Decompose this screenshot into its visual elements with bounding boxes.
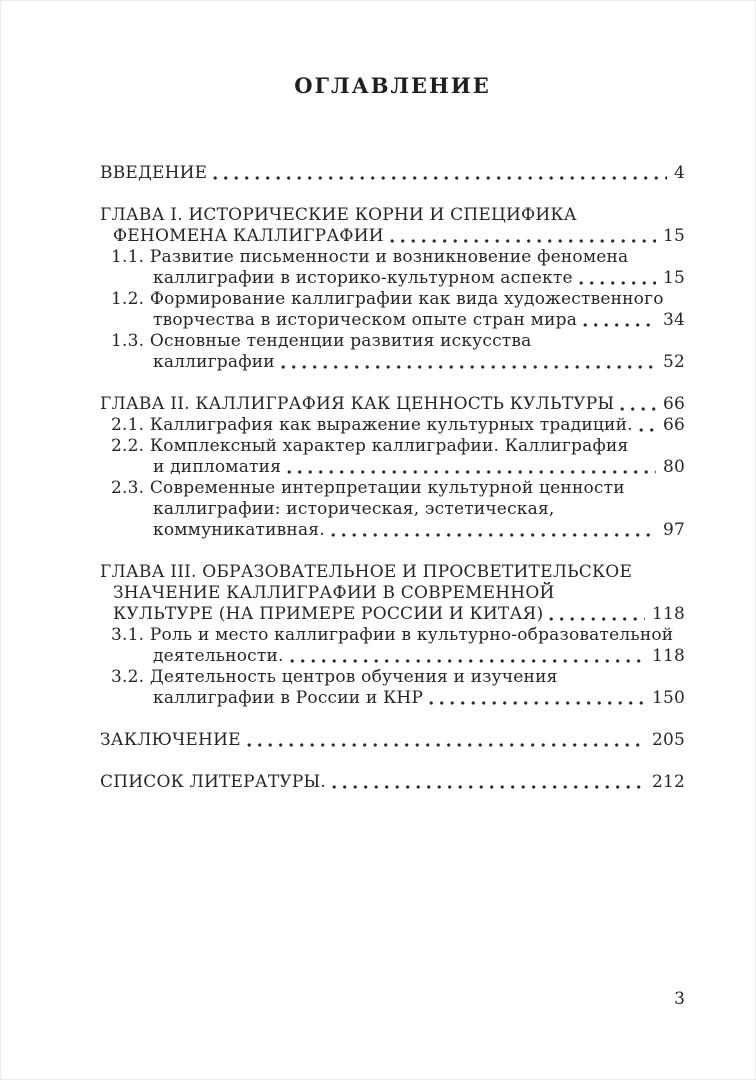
- dot-leader: [247, 730, 645, 751]
- dot-leader: [583, 310, 656, 331]
- toc-entry-text: ГЛАВА III. ОБРАЗОВАТЕЛЬНОЕ И ПРОСВЕТИТЕЛЬСКОЕ: [100, 562, 633, 582]
- dot-leader: [287, 457, 656, 478]
- toc-entry-text: творчества в историческом опыте стран мира: [153, 310, 578, 330]
- dot-leader: [290, 646, 645, 667]
- toc-page-number: 4: [673, 163, 685, 183]
- toc-entry: [100, 205, 685, 247]
- toc-entry-text: каллиграфии: историческая, эстетическая,: [153, 499, 555, 519]
- toc-page-number: 212: [651, 772, 685, 792]
- toc-page-number: 66: [662, 415, 685, 435]
- dot-leader: [579, 268, 656, 289]
- toc-page-number: 80: [662, 457, 685, 477]
- page-number: 3: [674, 989, 685, 1009]
- toc-entry-text: каллиграфии: [153, 352, 275, 372]
- toc-entry: [100, 436, 685, 478]
- toc-page-number: 118: [651, 604, 685, 624]
- toc-line: [100, 646, 685, 667]
- toc-entry-text: 3.2. Деятельность центров обучения и изучения: [111, 667, 558, 687]
- toc-page-number: 66: [662, 394, 685, 414]
- toc-entry: [100, 562, 685, 625]
- toc-entry-text: ГЛАВА I. ИСТОРИЧЕСКИЕ КОРНИ И СПЕЦИФИКА: [100, 205, 577, 225]
- toc-entry-text: КУЛЬТУРЕ (НА ПРИМЕРЕ РОССИИ И КИТАЯ): [113, 604, 544, 624]
- toc-entry: [100, 394, 685, 415]
- toc-line: [100, 226, 685, 247]
- toc-entry: [100, 415, 685, 436]
- toc-entry: [100, 625, 685, 667]
- toc-entry-text: СПИСОК ЛИТЕРАТУРЫ.: [100, 772, 327, 792]
- page-title: ОГЛАВЛЕНИЕ: [294, 73, 491, 98]
- toc-line: [100, 457, 685, 478]
- toc-page-number: 118: [651, 646, 685, 666]
- toc-line: [100, 436, 685, 457]
- toc-entry-text: каллиграфии в России и КНР: [153, 688, 424, 708]
- toc-line: [100, 520, 685, 541]
- toc-page-number: 34: [662, 310, 685, 330]
- toc-line: [100, 352, 685, 373]
- dot-leader: [429, 688, 645, 709]
- toc-entry: [100, 667, 685, 709]
- toc-line: [100, 331, 685, 352]
- toc-entry: [100, 163, 685, 184]
- toc-line: [100, 205, 685, 226]
- toc-entry: [100, 289, 685, 331]
- toc-line: [100, 625, 685, 646]
- toc-line: [100, 163, 685, 184]
- toc-entry-text: ЗНАЧЕНИЕ КАЛЛИГРАФИИ В СОВРЕМЕННОЙ: [113, 583, 555, 603]
- toc-entry-text: 2.3. Современные интерпретации культурной ценности: [111, 478, 625, 498]
- toc-line: [100, 583, 685, 604]
- toc-entry-text: деятельности.: [153, 646, 284, 666]
- toc-line: [100, 415, 685, 436]
- toc-entry-text: каллиграфии в историко-культурном аспекте: [153, 268, 573, 288]
- toc-page-number: 150: [651, 688, 685, 708]
- dot-leader: [390, 226, 656, 247]
- toc-entry-text: 2.2. Комплексный характер каллиграфии. Каллиграфия: [111, 436, 629, 456]
- toc-page-number: 15: [662, 226, 685, 246]
- toc-line: [100, 289, 685, 310]
- toc-page-number: 97: [662, 520, 685, 540]
- dot-leader: [281, 352, 656, 373]
- toc-line: [100, 730, 685, 751]
- toc-line: [100, 310, 685, 331]
- toc-entry-text: ФЕНОМЕНА КАЛЛИГРАФИИ: [113, 226, 384, 246]
- toc-entry-text: и дипломатия: [153, 457, 282, 477]
- dot-leader: [549, 604, 645, 625]
- dot-leader: [332, 772, 645, 793]
- dot-leader: [331, 520, 656, 541]
- toc-page-number: 52: [662, 352, 685, 372]
- toc-entry: [100, 331, 685, 373]
- toc-entry-text: ЗАКЛЮЧЕНИЕ: [100, 730, 241, 750]
- toc-entry: [100, 772, 685, 793]
- toc-entry-text: 3.1. Роль и место каллиграфии в культурно-образовательной: [111, 625, 674, 645]
- toc-entry-text: 1.1. Развитие письменности и возникновение феномена: [111, 247, 629, 267]
- toc-entry-text: ВВЕДЕНИЕ: [100, 163, 208, 183]
- toc-line: [100, 604, 685, 625]
- toc-entry-text: 1.2. Формирование каллиграфии как вида художественного: [111, 289, 664, 309]
- toc-page-number: 205: [651, 730, 685, 750]
- toc-entry: [100, 478, 685, 541]
- toc-entry-text: коммуникативная.: [153, 520, 325, 540]
- toc-entry-text: 1.3. Основные тенденции развития искусства: [111, 331, 532, 351]
- toc-line: [100, 772, 685, 793]
- dot-leader: [620, 394, 656, 415]
- toc-line: [100, 268, 685, 289]
- dot-leader: [213, 163, 667, 184]
- dot-leader: [639, 415, 656, 436]
- toc-entry-text: ГЛАВА II. КАЛЛИГРАФИЯ КАК ЦЕННОСТЬ КУЛЬТУРЫ: [100, 394, 615, 414]
- toc-line: [100, 667, 685, 688]
- toc-line: [100, 478, 685, 499]
- toc-entry: [100, 247, 685, 289]
- toc-line: [100, 394, 685, 415]
- toc-page-number: 15: [662, 268, 685, 288]
- toc-list: [100, 163, 685, 793]
- toc-entry-text: 2.1. Каллиграфия как выражение культурных традиций.: [111, 415, 633, 435]
- toc-line: [100, 688, 685, 709]
- toc-line: [100, 247, 685, 268]
- toc-entry: [100, 730, 685, 751]
- toc-line: [100, 562, 685, 583]
- toc-line: [100, 499, 685, 520]
